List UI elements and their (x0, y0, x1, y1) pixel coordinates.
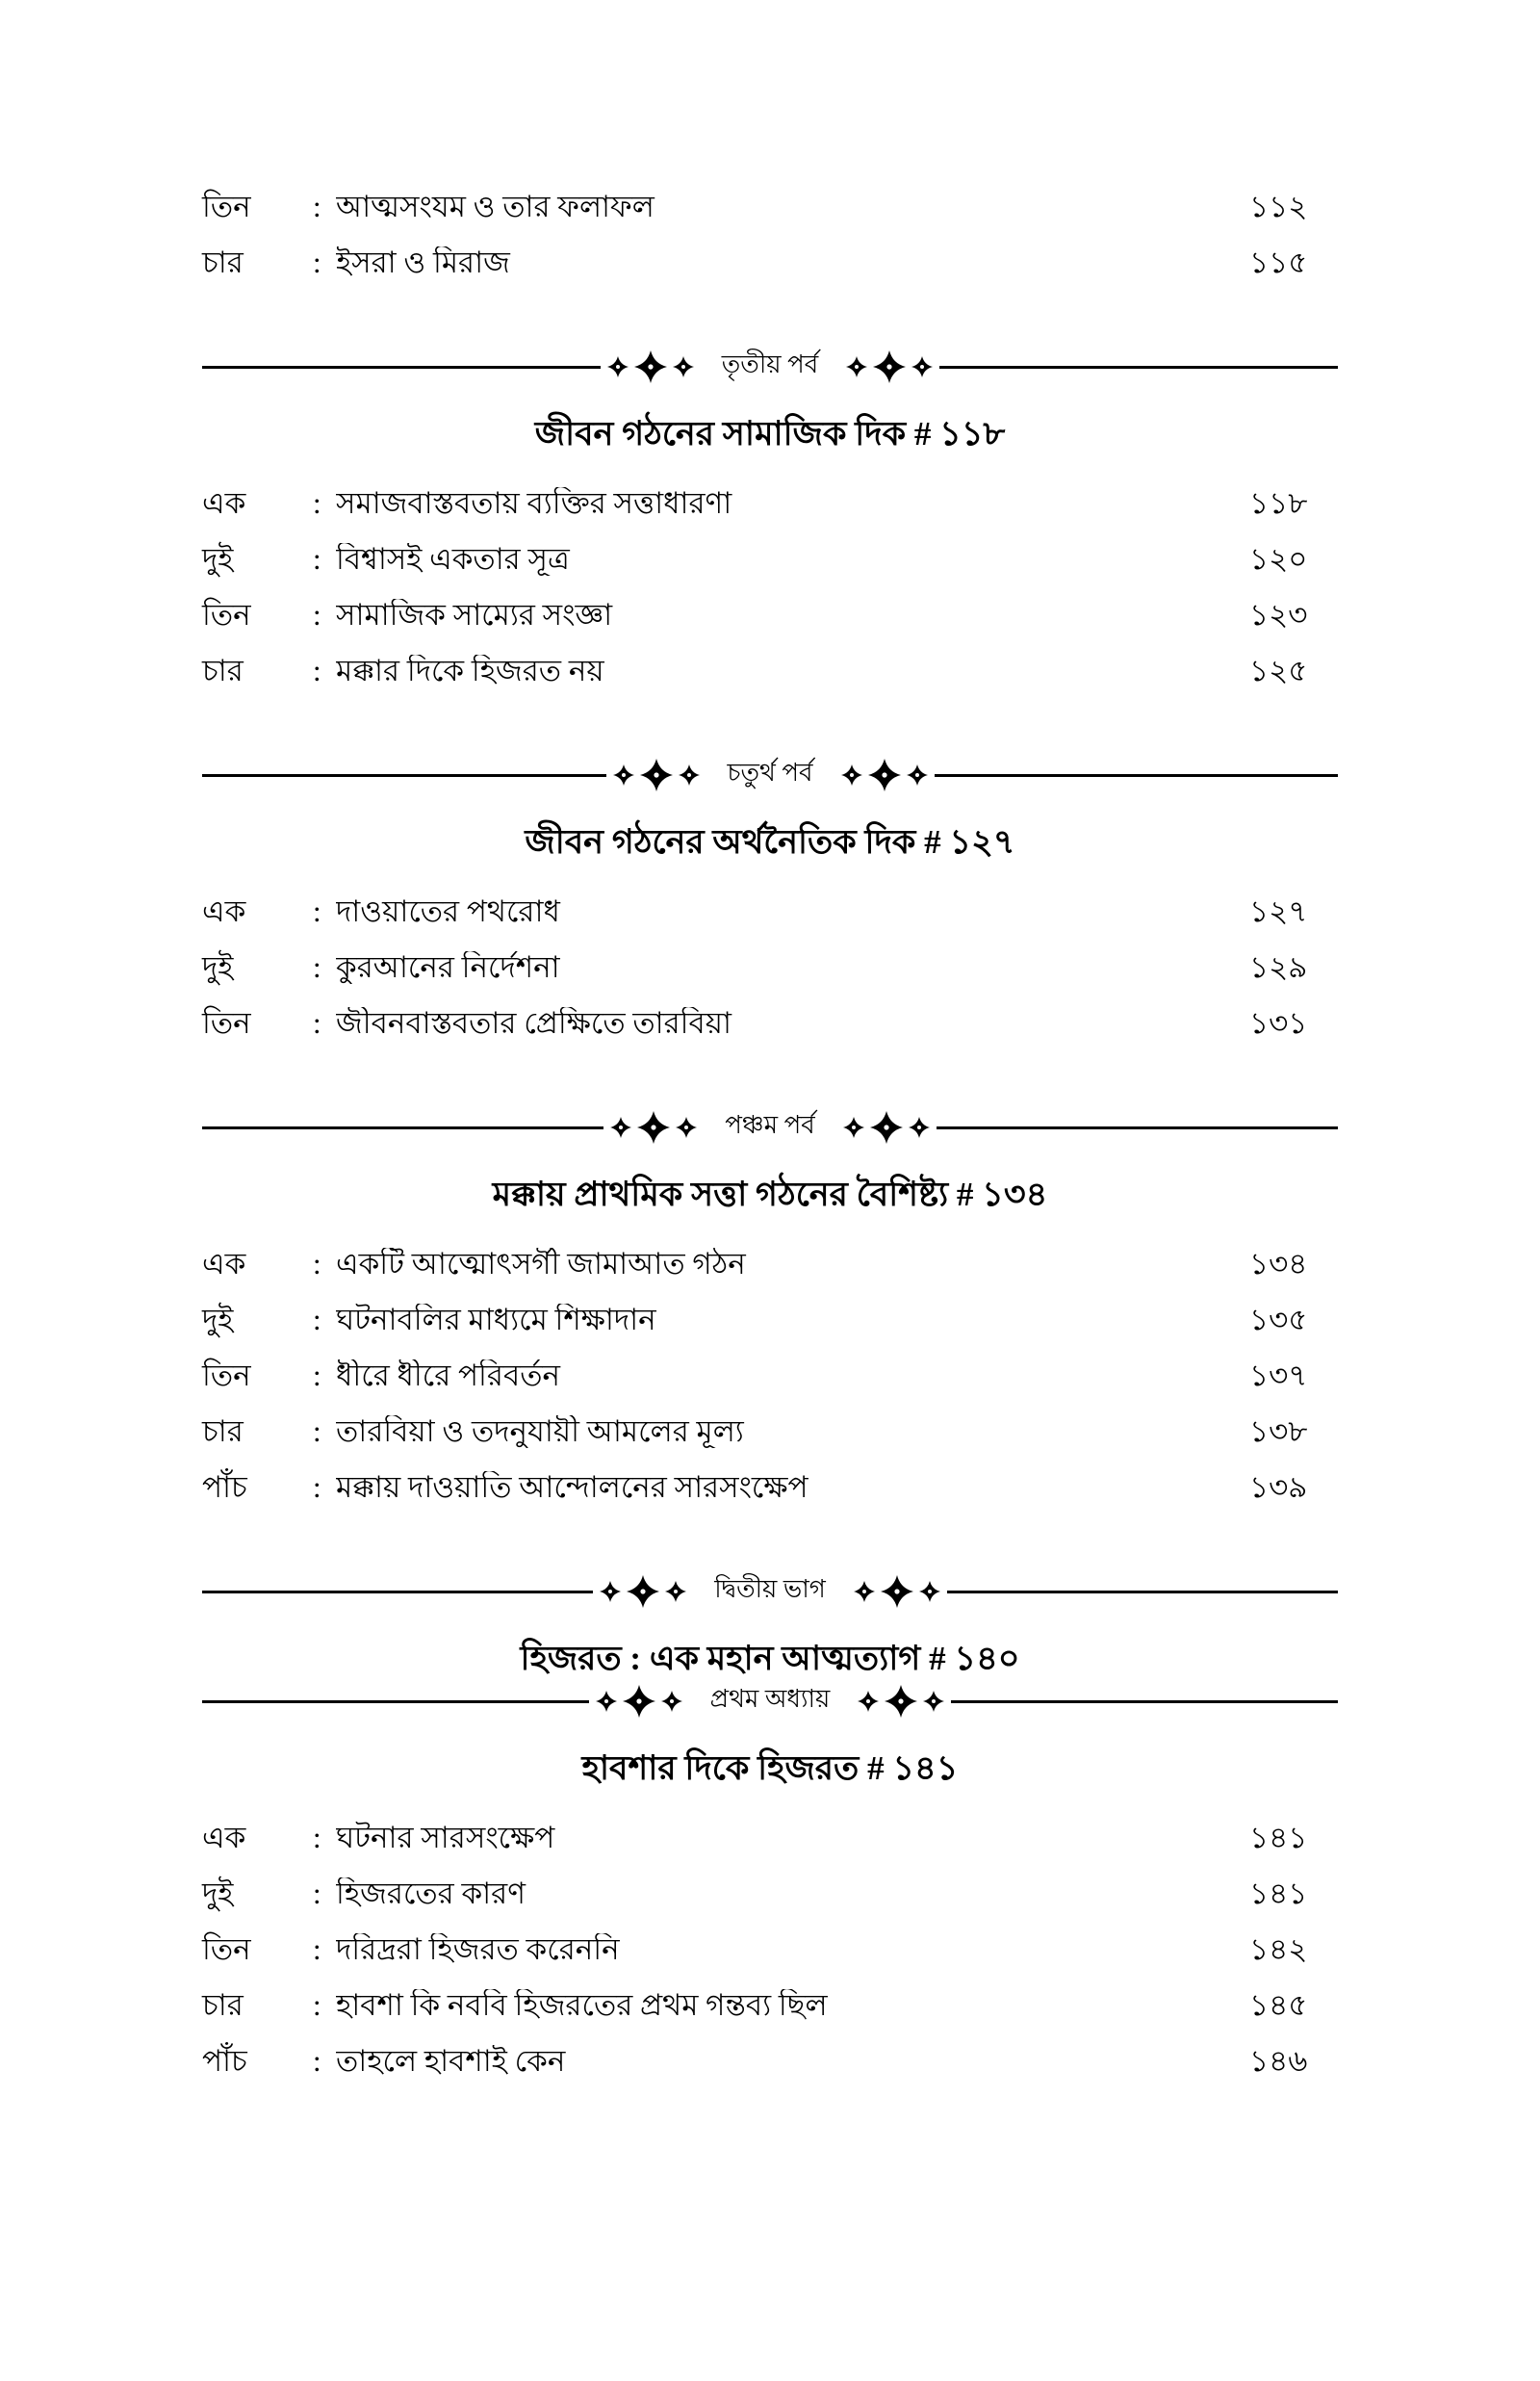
entry-colon: : (313, 2044, 321, 2078)
entry-number: তিন (202, 1006, 251, 1040)
entry-number: এক (202, 894, 246, 928)
entry-title[interactable]: মক্কায় দাওয়াতি আন্দোলনের সারসংক্ষেপ (336, 1471, 808, 1504)
divider-rule-right (937, 1126, 1338, 1129)
spacer (202, 1063, 1338, 1105)
entry-number: তিন (202, 598, 251, 632)
entry-page-number[interactable]: ১৩৪ (1249, 1247, 1308, 1281)
entry-number: চার (202, 654, 244, 687)
entry-page-number[interactable]: ১৩৯ (1249, 1470, 1308, 1504)
table-row (202, 1933, 1338, 1989)
section-heading: হাবশার দিকে হিজরত # ১৪১ (581, 1749, 959, 1787)
entry-number: তিন (202, 1932, 251, 1966)
part-divider (202, 1679, 1338, 1723)
entry-colon: : (313, 894, 321, 928)
divider-rule-left (202, 1126, 603, 1129)
table-row (202, 951, 1338, 1007)
part-divider (202, 1105, 1338, 1150)
table-row (202, 1822, 1338, 1877)
entry-title[interactable]: ধীরে ধীরে পরিবর্তন (336, 1359, 560, 1392)
entry-colon: : (313, 1359, 321, 1392)
entry-title[interactable]: কুরআনের নির্দেশনা (336, 951, 560, 984)
entry-colon: : (313, 1821, 321, 1854)
toc-entry-list (202, 191, 1338, 302)
entry-colon: : (313, 1932, 321, 1966)
entry-page-number[interactable]: ১৪৫ (1249, 1988, 1308, 2022)
entry-title[interactable]: একটি আত্মোৎসর্গী জামাআত গঠন (336, 1248, 746, 1281)
entry-title[interactable]: হিজরতের কারণ (336, 1877, 526, 1910)
entry-page-number[interactable]: ১১২ (1249, 190, 1308, 223)
entry-title[interactable]: ইসরা ও মিরাজ (336, 246, 510, 279)
entry-number: পাঁচ (202, 1470, 247, 1504)
part-label: পঞ্চম পর্ব (725, 1111, 815, 1139)
entry-page-number[interactable]: ১২৩ (1249, 598, 1308, 632)
toc-entry-list (202, 1248, 1338, 1527)
entry-number: চার (202, 246, 244, 279)
star-ornament-icon (847, 1572, 947, 1611)
spacer (202, 454, 1338, 487)
table-row (202, 655, 1338, 711)
entry-number: এক (202, 1247, 246, 1281)
part-divider (202, 345, 1338, 389)
entry-page-number[interactable]: ১২৭ (1249, 894, 1308, 928)
toc-entry-list (202, 487, 1338, 711)
entry-title[interactable]: বিশ্বাসই একতার সূত্র (336, 543, 570, 576)
entry-colon: : (313, 1876, 321, 1910)
divider-rule-left (202, 774, 606, 777)
star-ornament-icon (601, 348, 701, 386)
entry-colon: : (313, 1303, 321, 1336)
entry-colon: : (313, 1247, 321, 1281)
divider-rule-right (935, 774, 1339, 777)
table-row (202, 1989, 1338, 2045)
divider-rule-left (202, 1591, 593, 1593)
entry-page-number[interactable]: ১৩৫ (1249, 1303, 1308, 1336)
entry-page-number[interactable]: ১২০ (1249, 542, 1308, 576)
entry-number: এক (202, 1821, 246, 1854)
entry-title[interactable]: দাওয়াতের পথরোধ (336, 895, 560, 928)
spacer (202, 1723, 1338, 1748)
part-label: চতুর্থ পর্ব (727, 759, 813, 787)
entry-title[interactable]: সামাজিক সাম্যের সংজ্ঞা (336, 599, 613, 632)
entry-colon: : (313, 246, 321, 279)
entry-number: পাঁচ (202, 2044, 247, 2078)
entry-colon: : (313, 1988, 321, 2022)
toc-root (202, 191, 1338, 2143)
entry-page-number[interactable]: ১২৯ (1249, 950, 1308, 984)
toc-content (202, 0, 1338, 2143)
star-ornament-icon (851, 1682, 951, 1721)
entry-number: দুই (202, 542, 234, 576)
divider-rule-right (951, 1700, 1338, 1703)
entry-page-number[interactable]: ১২৫ (1249, 654, 1308, 687)
entry-page-number[interactable]: ১৩৭ (1249, 1359, 1308, 1392)
entry-number: দুই (202, 1876, 234, 1910)
entry-number: এক (202, 486, 246, 520)
table-row (202, 1007, 1338, 1063)
star-ornament-icon (603, 1108, 704, 1147)
entry-number: তিন (202, 190, 251, 223)
entry-colon: : (313, 1414, 321, 1448)
table-row (202, 487, 1338, 543)
part-label: প্রথম অধ্যায় (709, 1685, 831, 1713)
part-divider (202, 1569, 1338, 1614)
entry-colon: : (313, 654, 321, 687)
table-row (202, 246, 1338, 302)
table-row (202, 1304, 1338, 1359)
entry-title[interactable]: সমাজবাস্তবতায় ব্যক্তির সত্তাধারণা (336, 487, 732, 520)
part-divider (202, 753, 1338, 797)
spacer (202, 1527, 1338, 1569)
entry-colon: : (313, 1006, 321, 1040)
table-row (202, 1415, 1338, 1471)
divider-rule-right (947, 1591, 1338, 1593)
section-heading: হিজরত : এক মহান আত্মত্যাগ # ১৪০ (520, 1640, 1020, 1677)
star-ornament-icon (589, 1682, 689, 1721)
entry-number: দুই (202, 950, 234, 984)
entry-page-number[interactable]: ১৩৮ (1249, 1414, 1308, 1448)
entry-title[interactable]: ঘটনাবলির মাধ্যমে শিক্ষাদান (336, 1304, 656, 1336)
spacer (202, 389, 1338, 414)
table-row (202, 1248, 1338, 1304)
entry-number: চার (202, 1414, 244, 1448)
entry-colon: : (313, 542, 321, 576)
spacer (202, 797, 1338, 822)
toc-entry-list (202, 1822, 1338, 2101)
entry-colon: : (313, 950, 321, 984)
entry-colon: : (313, 1470, 321, 1504)
entry-page-number[interactable]: ১১৮ (1249, 486, 1308, 520)
entry-title[interactable]: ঘটনার সারসংক্ষেপ (336, 1822, 555, 1854)
table-row (202, 1471, 1338, 1527)
star-ornament-icon (593, 1572, 693, 1611)
table-row (202, 543, 1338, 599)
spacer (202, 863, 1338, 895)
entry-number: দুই (202, 1303, 234, 1336)
entry-title[interactable]: তারবিয়া ও তদনুযায়ী আমলের মূল্য (336, 1415, 744, 1448)
spacer (202, 1150, 1338, 1175)
entry-number: চার (202, 1988, 244, 2022)
entry-title[interactable]: আত্মসংযম ও তার ফলাফল (336, 191, 654, 223)
table-row (202, 191, 1338, 246)
entry-title[interactable]: মক্কার দিকে হিজরত নয় (336, 655, 604, 687)
spacer (202, 711, 1338, 753)
star-ornament-icon (606, 756, 706, 794)
star-ornament-icon (834, 756, 935, 794)
entry-title[interactable]: দরিদ্ররা হিজরত করেননি (336, 1933, 620, 1966)
entry-number: তিন (202, 1359, 251, 1392)
table-row (202, 1359, 1338, 1415)
divider-rule-right (939, 366, 1338, 369)
table-row (202, 1877, 1338, 1933)
part-label: দ্বিতীয় ভাগ (714, 1575, 826, 1603)
part-label: তৃতীয় পর্ব (721, 350, 819, 378)
section-heading: জীবন গঠনের সামাজিক দিক # ১১৮ (534, 415, 1006, 453)
entry-title[interactable]: হাবশা কি নববি হিজরতের প্রথম গন্তব্য ছিল (336, 1989, 828, 2022)
entry-page-number[interactable]: ১১৫ (1249, 246, 1308, 279)
spacer (202, 302, 1338, 345)
entry-page-number[interactable]: ১৪১ (1249, 1821, 1308, 1854)
entry-colon: : (313, 598, 321, 632)
table-row (202, 895, 1338, 951)
entry-page-number[interactable]: ১৪২ (1249, 1932, 1308, 1966)
table-row (202, 599, 1338, 655)
section-heading: মক্কায় প্রাথমিক সত্তা গঠনের বৈশিষ্ট্য # ১৩৪ (492, 1176, 1048, 1213)
spacer (202, 2101, 1338, 2143)
spacer (202, 1215, 1338, 1248)
entry-page-number[interactable]: ১৪৬ (1249, 2044, 1308, 2078)
toc-entry-list (202, 895, 1338, 1063)
entry-colon: : (313, 190, 321, 223)
divider-rule-left (202, 1700, 589, 1703)
entry-title[interactable]: তাহলে হাবশাই কেন (336, 2045, 566, 2078)
table-row (202, 2045, 1338, 2101)
entry-colon: : (313, 486, 321, 520)
spacer (202, 1614, 1338, 1639)
section-heading: জীবন গঠনের অর্থনৈতিক দিক # ১২৭ (525, 823, 1015, 861)
star-ornament-icon (836, 1108, 937, 1147)
spacer (202, 1789, 1338, 1822)
entry-page-number[interactable]: ১৪১ (1249, 1876, 1308, 1910)
entry-page-number[interactable]: ১৩১ (1249, 1006, 1308, 1040)
divider-rule-left (202, 366, 601, 369)
star-ornament-icon (839, 348, 939, 386)
entry-title[interactable]: জীবনবাস্তবতার প্রেক্ষিতে তারবিয়া (336, 1007, 732, 1040)
